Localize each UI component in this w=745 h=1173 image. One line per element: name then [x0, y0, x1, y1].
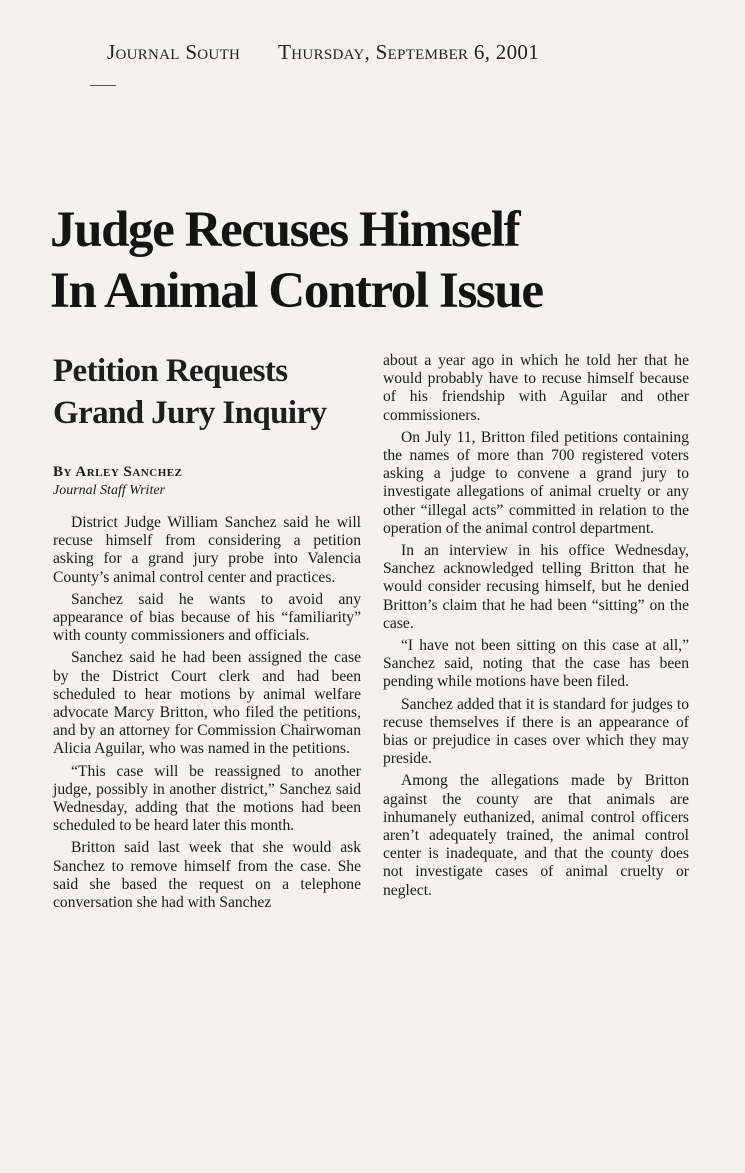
article-paragraph: Sanchez said he had been assigned the case by the District Court clerk and had been scheduled to hear motions by animal welfare advocate Marcy Britton, who filed the petitions, and by an attorney for Commission Chairwoman Alicia Aguilar, who was named in the petitions. — [53, 649, 361, 758]
headline-line-1: Judge Recuses Himself — [50, 202, 520, 258]
article-paragraph: On July 11, Britton filed petitions containing the names of more than 700 registered voters asking a judge to convene a grand jury to investigate allegations of animal cruelty or any other “illegal acts” committed in relation to the operation of the animal control department. — [383, 428, 689, 537]
article-paragraph: Sanchez added that it is standard for judges to recuse themselves if there is an appearance of bias or prejudice in cases over which they may preside. — [383, 695, 689, 768]
masthead — [107, 40, 539, 65]
headline — [50, 200, 710, 322]
author-role: Journal Staff Writer — [53, 483, 165, 498]
article-column-left — [53, 514, 361, 916]
article-paragraph: “This case will be reassigned to another judge, possibly in another district,” Sanchez said Wednesday, adding that the motions had been scheduled to be heard later this month. — [53, 762, 361, 835]
subhead-line-1: Petition Requests — [53, 353, 288, 389]
publication-date: Thursday, September 6, 2001 — [278, 40, 540, 64]
subheadline — [53, 350, 363, 434]
article-paragraph: Among the allegations made by Britton against the county are that animals are inhumanely euthanized, animal control officers aren’t adequately trained, the animal control center is inadequate, and that the county does not investigate cases of animal cruelty or neglect. — [383, 772, 689, 899]
article-paragraph: District Judge William Sanchez said he will recuse himself from considering a petition asking for a grand jury probe into Valencia County’s animal control center and practices. — [53, 514, 361, 586]
publication-name: Journal South — [107, 40, 241, 64]
masthead-rule — [90, 85, 116, 86]
article-column-right — [383, 352, 689, 904]
article-paragraph: In an interview in his office Wednesday, Sanchez acknowledged telling Britton that he would consider recusing himself, but he denied Britton’s claim that he had been “sitting” on the case. — [383, 542, 689, 632]
article-paragraph: Britton said last week that she would ask Sanchez to remove himself from the case. She said she based the request on a telephone conversation she had with Sanchez — [53, 839, 361, 912]
article-paragraph: Sanchez said he wants to avoid any appearance of bias because of his “familiarity” with county commissioners and officials. — [53, 590, 361, 645]
subhead-line-2: Grand Jury Inquiry — [53, 395, 327, 431]
article-paragraph-continued: about a year ago in which he told her that he would probably have to recuse himself because of his friendship with Aguilar and other commissioners. — [383, 352, 689, 424]
article-paragraph: “I have not been sitting on this case at all,” Sanchez said, noting that the case has been pending while motions have been filed. — [383, 637, 689, 691]
byline: By Arley Sanchez — [53, 464, 183, 480]
headline-line-2: In Animal Control Issue — [50, 263, 543, 319]
